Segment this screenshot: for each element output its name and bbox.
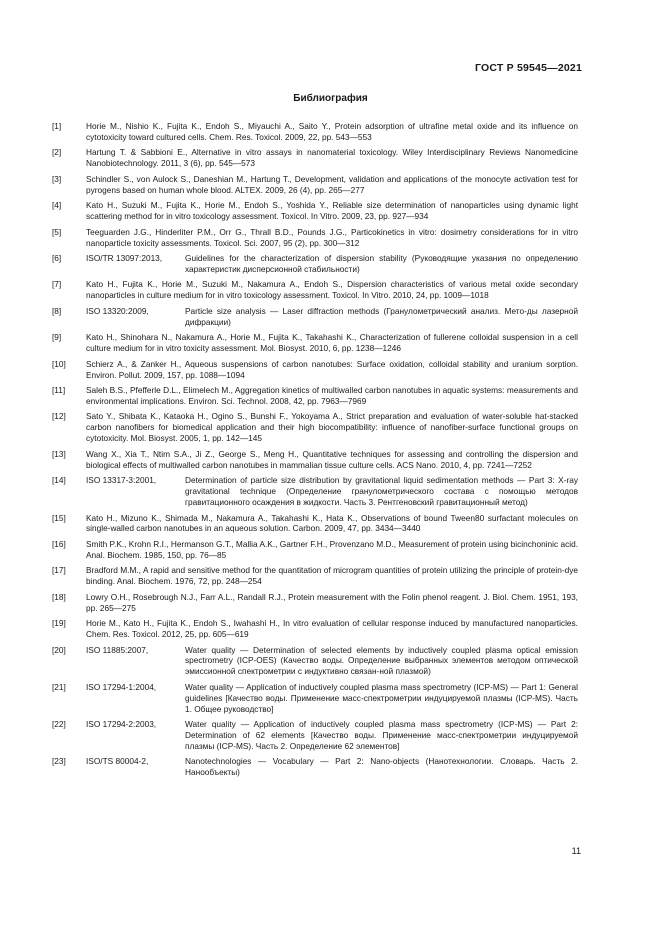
reference-standard: ISO/TR 13097:2013, <box>86 253 163 264</box>
reference-item <box>52 306 578 328</box>
reference-number: [9] <box>52 332 62 343</box>
bibliography-list <box>52 121 578 783</box>
reference-number: [16] <box>52 538 66 549</box>
reference-text: Teeguarden J.G., Hinderliter P.M., Orr G., Thrall B.D., Pounds J.G., Particokinetics in vitro: dosimetry considerations for in vitro nanoparticle toxicity assessments. Toxicol. Sci. 2007, 95 (2), pp. 300—312 <box>86 226 578 248</box>
reference-item <box>52 539 578 561</box>
reference-number: [2] <box>52 147 62 158</box>
reference-item <box>52 279 578 301</box>
reference-number: [12] <box>52 411 66 422</box>
reference-number: [4] <box>52 200 62 211</box>
page-number: 11 <box>571 846 581 856</box>
reference-standard: ISO 17294-1:2004, <box>86 681 157 692</box>
reference-number: [18] <box>52 591 66 602</box>
reference-item <box>52 385 578 407</box>
reference-number: [14] <box>52 475 66 486</box>
reference-text: Sato Y., Shibata K., Kataoka H., Ogino S., Bunshi F., Yokoyama A., Strict preparation and evaluation of water-soluble hat-stacked carbon nanofibers for biomedical application and their high biocompatibility: influence of nanofiber-surface functional groups on cytotoxicity. Mol. Biosyst. 2005, 1, pp. 142—145 <box>86 411 578 444</box>
document-id: ГОСТ Р 59545—2021 <box>474 62 582 74</box>
reference-number: [19] <box>52 618 66 629</box>
reference-item <box>52 645 578 678</box>
reference-number: [8] <box>52 305 62 316</box>
reference-text: Water quality — Determination of selected elements by inductively coupled plasma optical emission spectrometry (ICP-OES) (Качество воды. Определение выбранных элементов методом оптической эмиссионной спектрометрии с индуктивно связан-ной плазмой) <box>185 644 578 677</box>
reference-text: Kato H., Mizuno K., Shimada M., Nakamura A., Takahashi K., Hata K., Observations of bound Tween80 surfactant molecules on single-walled carbon nanotubes in an aqueous solution. Carbon. 2009, 47, pp. 3434—3440 <box>86 512 578 534</box>
reference-text: Kato H., Shinohara N., Nakamura A., Horie M., Fujita K., Takahashi K., Characterization of fullerene colloidal suspension in a cell culture medium for in vitro toxicity assessment. Mol. Biosyst. 2010, 6, pp. 1238—1246 <box>86 332 578 354</box>
reference-item <box>52 200 578 222</box>
reference-text: Kato H., Fujita K., Horie M., Suzuki M., Nakamura A., Endoh S., Dispersion characteristics of various metal oxide secondary nanoparticles in culture medium for in vitro toxicology assessment. Toxicol. In Vitro. 2010, 24, pp. 1009—1018 <box>86 279 578 301</box>
reference-text: Wang X., Xia T., Ntim S.A., Ji Z., George S., Meng H., Quantitative techniques for assessing and controlling the dispersion and biological effects of multiwalled carbon nanotubes in mammalian tissue culture cells. ACS Nano. 2010, 4, pp. 7241—7252 <box>86 448 578 470</box>
reference-text: Horie M., Kato H., Fujita K., Endoh S., Iwahashi H., In vitro evaluation of cellular response induced by manufactured nanoparticles. Chem. Res. Toxicol. 2012, 25, pp. 605—619 <box>86 618 578 640</box>
reference-item <box>52 565 578 587</box>
reference-item <box>52 449 578 471</box>
reference-text: Schierz A., & Zanker H., Aqueous suspensions of carbon nanotubes: Surface oxidation, colloidal stability and uranium sorption. Environ. Pollut. 2009, 157, pp. 1088—1094 <box>86 358 578 380</box>
reference-item <box>52 332 578 354</box>
reference-text: Smith P.K., Krohn R.I., Hermanson G.T., Mallia A.K., Gartner F.H., Provenzano M.D., Measurement of protein using bicinchoninic acid. Anal. Biochem. 1985, 150, pp. 76—85 <box>86 538 578 560</box>
reference-item <box>52 719 578 752</box>
reference-number: [11] <box>52 385 66 396</box>
reference-item <box>52 513 578 535</box>
reference-standard: ISO/TS 80004-2, <box>86 756 149 767</box>
reference-item <box>52 253 578 275</box>
reference-text: Horie M., Nishio K., Fujita K., Endoh S., Miyauchi A., Saito Y., Protein adsorption of ultrafine metal oxide and its influence on cytotoxicity toward cultured cells. Chem. Res. Toxicol. 2009, 22, pp. 543—553 <box>86 121 578 142</box>
reference-text: Schindler S., von Aulock S., Daneshian M., Hartung T., Development, validation and applications of the monocyte activation test for pyrogens based on human whole blood. ALTEX. 2009, 26 (4), pp. 265—277 <box>86 173 578 195</box>
reference-text: Particle size analysis — Laser diffraction methods (Гранулометрический анализ. Мето-ды лазерной дифракции) <box>185 305 578 327</box>
reference-text: Water quality — Application of inductively coupled plasma mass spectrometry (ICP-MS) — Part 1: General guidelines [Качество воды. Применение масс-спектрометрии индуцируемой плазмы (ICP-MS). Часть 1. Общее руководство] <box>185 681 578 714</box>
reference-text: Bradford M.M., A rapid and sensitive method for the quantitation of microgram quantities of protein utilizing the principle of protein-dye binding. Anal. Biochem. 1976, 72, pp. 248—254 <box>86 565 578 587</box>
reference-number: [13] <box>52 448 66 459</box>
reference-number: [5] <box>52 226 62 237</box>
reference-number: [6] <box>52 253 62 264</box>
reference-item <box>52 121 578 143</box>
reference-number: [17] <box>52 565 66 576</box>
reference-standard: ISO 11885:2007, <box>86 644 149 655</box>
reference-number: [23] <box>52 756 66 767</box>
reference-item <box>52 682 578 715</box>
reference-number: [3] <box>52 173 62 184</box>
reference-text: Kato H., Suzuki M., Fujita K., Horie M., Endoh S., Yoshida Y., Reliable size determination of nanoparticles using dynamic light scattering method for in vitro toxicology assessment. Toxicol. In Vitro. 2009, 23, pp. 927—934 <box>86 200 578 222</box>
reference-number: [21] <box>52 681 66 692</box>
reference-text: Guidelines for the characterization of dispersion stability (Руководящие указания по определению характеристик дисперсионной стабильности) <box>185 253 578 274</box>
reference-text: Hartung T. & Sabbioni E., Alternative in vitro assays in nanomaterial toxicology. Wiley Interdisciplinary Reviews Nanomedicine Nanobiotechnology. 2011, 3 (6), pp. 545—573 <box>86 147 578 169</box>
reference-item <box>52 756 578 778</box>
reference-text: Water quality — Application of inductively coupled plasma mass spectrometry (ICP-MS) — Part 2: Determination of 62 elements [Качество воды. Применение масс-спектрометрии индуцируемой плазмы (ICP-MS). Часть 2. Определение 62 элементов] <box>185 719 578 751</box>
reference-text: Nanotechnologies — Vocabulary — Part 2: Nano-objects (Нанотехнологии. Словарь. Часть 2. Нанообъекты) <box>185 756 578 778</box>
reference-number: [10] <box>52 358 66 369</box>
reference-number: [1] <box>52 121 62 131</box>
reference-item <box>52 618 578 640</box>
reference-item <box>52 147 578 169</box>
reference-number: [20] <box>52 644 66 655</box>
reference-item <box>52 174 578 196</box>
reference-item <box>52 227 578 249</box>
reference-item <box>52 411 578 444</box>
section-title: Библиография <box>293 93 368 104</box>
reference-text: Lowry O.H., Rosebrough N.J., Farr A.L., Randall R.J., Protein measurement with the Folin phenol reagent. J. Biol. Chem. 1951, 193, pp. 265—275 <box>86 591 578 613</box>
reference-standard: ISO 13320:2009, <box>86 305 149 316</box>
reference-number: [15] <box>52 512 66 523</box>
reference-item <box>52 475 578 508</box>
reference-item <box>52 359 578 381</box>
reference-item <box>52 592 578 614</box>
reference-text: Determination of particle size distribution by gravitational liquid sedimentation methods — Part 3: X-ray gravitational technique (Определение гранулометрического состава с помощью методов гравитационного осаждения в жидкости. Часть 3. Рентгеновский гравитационный метод) <box>185 475 578 507</box>
reference-number: [7] <box>52 279 62 290</box>
reference-standard: ISO 17294-2:2003, <box>86 719 157 730</box>
reference-standard: ISO 13317-3:2001, <box>86 475 157 486</box>
reference-number: [22] <box>52 719 66 730</box>
reference-text: Saleh B.S., Pfefferle D.L., Elimelech M., Aggregation kinetics of multiwalled carbon nanotubes in aquatic systems: measurements and environmental implications. Environ. Sci. Technol. 2008, 42, pp. 7963—7969 <box>86 385 578 406</box>
